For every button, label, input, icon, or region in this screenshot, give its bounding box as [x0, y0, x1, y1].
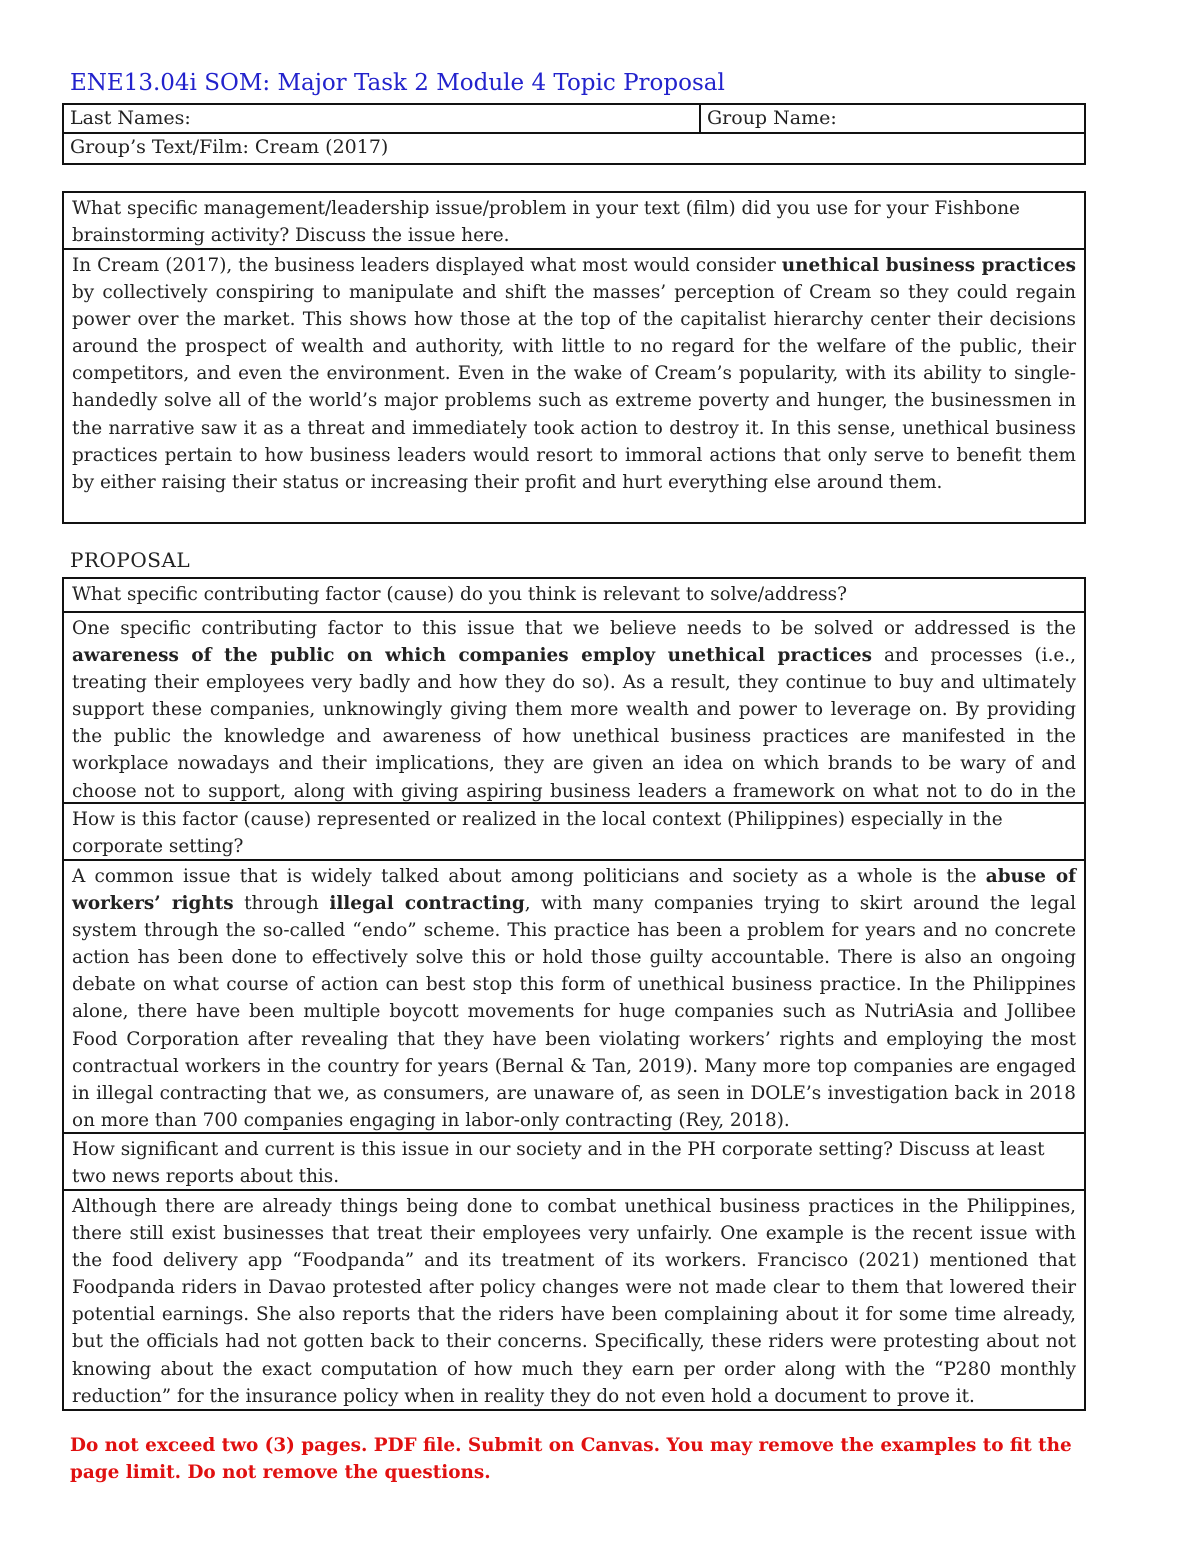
issue-table: [62, 191, 1086, 524]
significance-answer: Although there are already things being done to combat unethical business practices in the Philippines, there still exist businesses that treat their employees very unfairly. One example is the recent issue with the food delivery app “Foodpanda” and its treatment of its workers. Francisco (2021) mentioned that Foodpanda riders in Davao protested after policy changes were not made clear to them that lowered their potential earnings. She also reports that the riders have been complaining about it for some time already, but the officials had not gotten back to their concerns. Specifically, these riders were protesting about not knowing about the exact computation of how much they earn per order along with the “P280 monthly reduction” for the insurance policy when in reality they do not even hold a document to prove it.: [72, 1196, 1076, 1407]
proposal-heading: PROPOSAL: [70, 548, 191, 572]
local-answer-emphasis-2: illegal contracting: [329, 893, 525, 915]
local-answer-emphasis-1: abuse of workers’ rights: [72, 866, 1076, 915]
issue-answer-text-rest: by collectively conspiring to manipulate and shift the masses’ perception of Cream so they could regain power over the market. This shows how those at the top of the capitalist hierarchy center their decisions around the prospect of wealth and authority, with little to no regard for the welfare of the public, their competitors, and even the environment. Even in the wake of Cream’s popularity, with its ability to single-handedly solve all of the world’s major problems such as extreme poverty and hunger, the businessmen in the narrative saw it as a threat and immediately took action to destroy it. In this sense, unethical business practices pertain to how business leaders would resort to immoral actions that only serve to benefit them by either raising their status or increasing their profit and hurt everything else around them.: [72, 282, 1076, 493]
issue-answer: [64, 250, 1084, 522]
issue-answer-text: In Cream (2017), the business leaders displayed what most would consider: [72, 255, 782, 276]
document-title: ENE13.04i SOM: Major Task 2 Module 4 Topic Proposal: [70, 70, 725, 96]
last-names-field: Last Names:: [64, 105, 701, 132]
factor-question: What specific contributing factor (cause) do you think is relevant to solve/address?: [64, 579, 1084, 613]
local-answer-text-rest: , with many companies trying to skirt around the legal system through the so-called “endo” scheme. This practice has been a problem for years and no concrete action has been done to effectively solve this or hold those guilty accountable. There is also an ongoing debate on what course of action can best stop this form of unethical business practice. In the Philippines alone, there have been multiple boycott movements for huge companies such as NutriAsia and Jollibee Food Corporation after revealing that they have been violating workers’ rights and employing the most contractual workers in the country for years (Bernal & Tan, 2019). Many more top companies are engaged in illegal contracting that we, as consumers, are unaware of, as seen in DOLE’s investigation back in 2018 on more than 700 companies engaging in labor-only contracting (Rey, 2018).: [72, 893, 1076, 1131]
group-info-table: [62, 103, 1086, 165]
group-name-field: Group Name:: [707, 107, 837, 129]
names-row: [64, 105, 1084, 134]
local-context-answer: [64, 861, 1084, 1134]
submission-note: Do not exceed two (3) pages. PDF file. Submit on Canvas. You may remove the examples to fit the page limit. Do not remove the questions.: [70, 1435, 1072, 1483]
group-text-field: Group’s Text/Film: Cream (2017): [70, 136, 389, 158]
issue-answer-emphasis: unethical business practices: [781, 255, 1076, 276]
significance-question: How significant and current is this issue in our society and in the PH corporate setting? Discuss at least two news reports about this.: [64, 1134, 1084, 1191]
proposal-table: [62, 577, 1086, 1411]
local-context-question: How is this factor (cause) represented or realized in the local context (Philippines) especially in the corporate setting?: [64, 804, 1084, 861]
text-film-row: [64, 134, 1084, 163]
issue-question: What specific management/leadership issue/problem in your text (film) did you use for your Fishbone brainstorming activity? Discuss the issue here.: [64, 193, 1084, 250]
local-answer-text: A common issue that is widely talked about among politicians and society as a whole is the: [72, 866, 986, 887]
factor-answer-text: One specific contributing factor to this issue that we believe needs to be solved or addressed is the: [72, 618, 1076, 639]
factor-answer: [64, 613, 1084, 804]
factor-answer-text-rest: and processes (i.e., treating their employees very badly and how they do so). As a result, they continue to buy and ultimately support these companies, unknowingly giving them more wealth and power to leverage on. By providing the public the knowledge and awareness of how unethical business practices are manifested in the workplace nowadays and their implications, they are given an idea on which brands to be wary of and choose not to support, along with giving aspiring business leaders a framework on what not to do in the: [72, 645, 1076, 802]
local-answer-text-mid: through: [233, 893, 330, 915]
factor-answer-emphasis: awareness of the public on which companies employ unethical practices: [72, 645, 872, 667]
